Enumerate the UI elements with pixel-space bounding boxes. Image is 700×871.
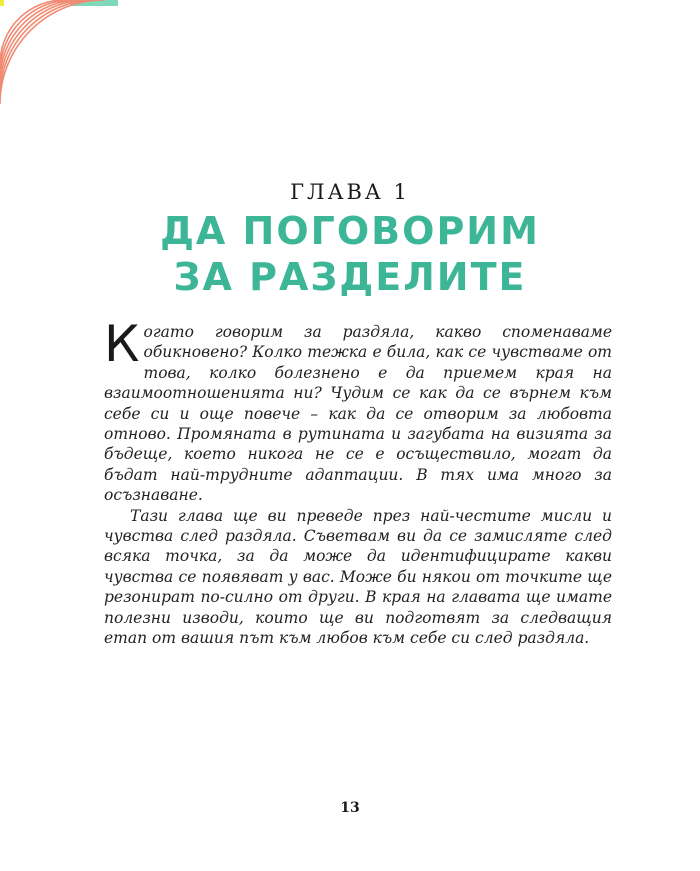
chapter-label: ГЛАВА 1 — [290, 180, 410, 204]
paragraph-1-text: огато говорим за раздяла, какво споменаваме обикновено? Колко тежка е била, как се чувстваме от това, колко болезнено е да приемем края на взаимоотношенията ни? Чудим се как да се върнем към себе си и още повече – как да се отворим за любовта отново. Промяната в рутината и загубата на визията за бъдеще, което никога не се е осъществило, могат да бъдат най-трудните адаптации. В тях има много за осъзнаване. — [104, 323, 612, 505]
page-number: 13 — [340, 800, 360, 816]
chapter-title — [0, 208, 700, 300]
chapter-title-line-2: ЗА РАЗДЕЛИТЕ — [173, 255, 527, 299]
chapter-title-line-1: ДА ПОГОВОРИМ — [160, 209, 540, 253]
paragraph-1 — [104, 315, 612, 506]
drop-cap: К — [104, 315, 140, 373]
yellow-tab — [0, 0, 4, 6]
paragraph-2: Тази глава ще ви преведе през най-честите мисли и чувства след раздяла. Съветвам ви да се замисляте след всяка точка, за да може да идентифицирате какви чувства се появяват у вас. Може би някои от точките ще резонират по-силно от други. В края на главата ще имате полезни изводи, които ще ви подготвят за следващия етап от вашия път към любов към себе си след раздяла. — [104, 506, 612, 648]
chapter-body — [104, 315, 612, 649]
concentric-arcs-icon — [0, 0, 140, 110]
arc-group — [0, 0, 104, 104]
